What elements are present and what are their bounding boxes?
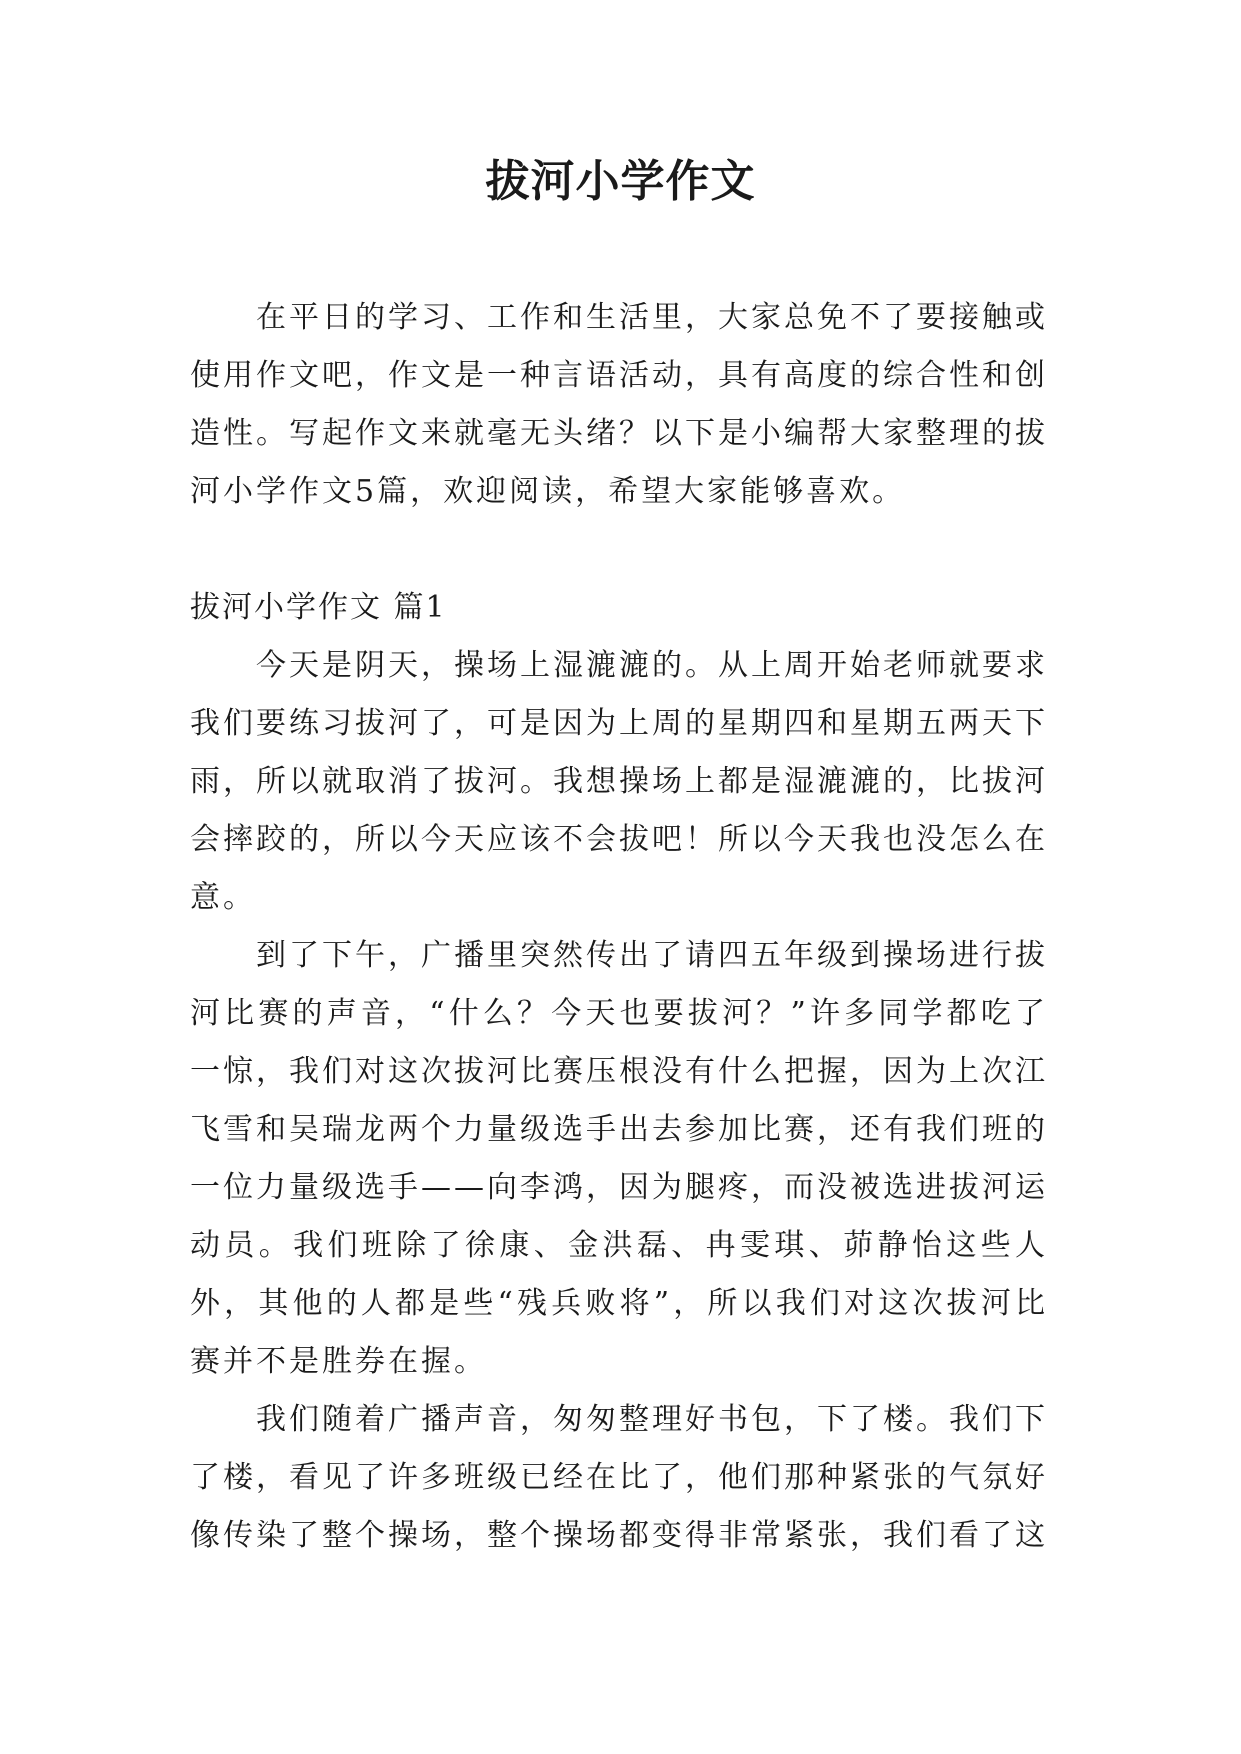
section-paragraph-2: 到了下午，广播里突然传出了请四五年级到操场进行拔河比赛的声音，“什么？今天也要拔河？”许多同学都吃了一惊，我们对这次拔河比赛压根没有什么把握，因为上次江飞雪和吴瑞龙两个力量级选手出去参加比赛，还有我们班的一位力量级选手——向李鸿，因为腿疼，而没被选进拔河运动员。我们班除了徐康、金洪磊、冉雯琪、茆静怡这些人外，其他的人都是些“残兵败将”，所以我们对这次拔河比赛并不是胜券在握。 — [190, 938, 1048, 1379]
section-heading: 拔河小学作文 篇1 — [190, 590, 447, 625]
section-paragraph-1: 今天是阴天，操场上湿漉漉的。从上周开始老师就要求我们要练习拔河了，可是因为上周的星期四和星期五两天下雨，所以就取消了拔河。我想操场上都是湿漉漉的，比拔河会摔跤的，所以今天应该不会拔吧！所以今天我也没怎么在意。 — [190, 648, 1048, 915]
intro-block — [190, 289, 1048, 521]
section-1 — [190, 579, 1048, 1565]
document-title: 拔河小学作文 — [485, 156, 756, 207]
intro-paragraph: 在平日的学习、工作和生活里，大家总免不了要接触或使用作文吧，作文是一种言语活动，具有高度的综合性和创造性。写起作文来就毫无头绪？以下是小编帮大家整理的拔河小学作文5篇，欢迎阅读，希望大家能够喜欢。 — [190, 300, 1048, 509]
section-paragraph-3: 我们随着广播声音，匆匆整理好书包，下了楼。我们下了楼，看见了许多班级已经在比了，他们那种紧张的气氛好像传染了整个操场，整个操场都变得非常紧张，我们看了这 — [190, 1402, 1048, 1553]
